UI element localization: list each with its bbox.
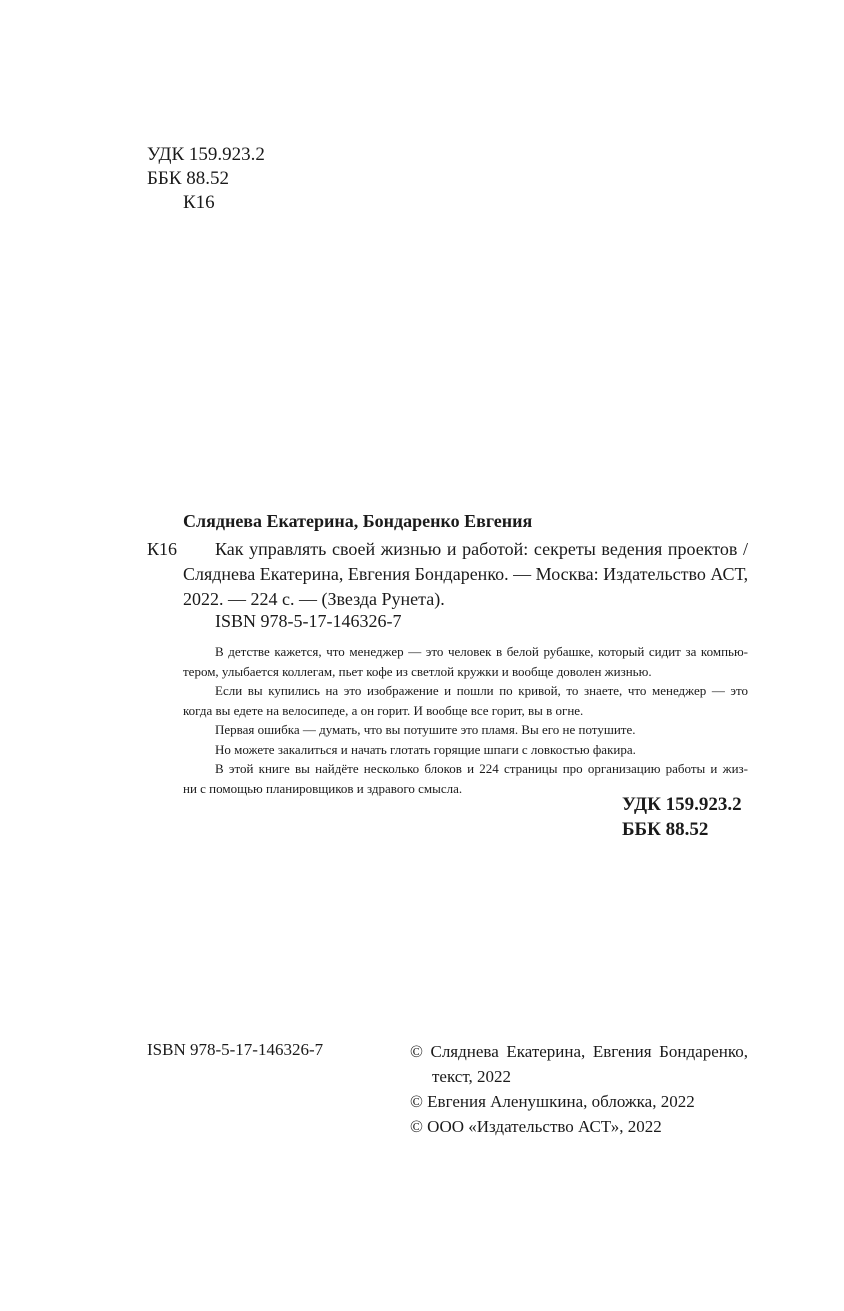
- footer-codes: [560, 792, 748, 842]
- annotation-line: В детстве кажется, что менеджер — это человек в белой рубашке, который сидит за компью-: [215, 644, 748, 659]
- annotation-line: ни с помощью планировщиков и здравого смысла.: [183, 780, 463, 796]
- copyright-line: текст, 2022: [432, 1067, 512, 1086]
- udk-code-footer: УДК 159.923.2: [622, 794, 742, 815]
- bibliographic-description: [183, 537, 748, 612]
- authors-heading: Сляднева Екатерина, Бондаренко Евгения: [183, 511, 533, 531]
- isbn-imprint: ISBN 978-5-17-146326-7: [147, 1040, 324, 1059]
- annotation-line: когда вы едете на велосипеде, а он горит. И вообще все горит, вы в огне.: [183, 702, 584, 718]
- description-line: Сляднева Екатерина, Евгения Бондаренко. — Москва: Издательство АСТ,: [183, 564, 749, 584]
- annotation-line: Но можете закалиться и начать глотать горящие шпаги с ловкостью факира.: [215, 741, 636, 757]
- copyright-line: © Сляднева Екатерина, Евгения Бондаренко,: [410, 1042, 748, 1061]
- isbn-record: ISBN 978-5-17-146326-7: [215, 611, 402, 631]
- annotation-line: тером, улыбается коллегам, пьет кофе из светлой кружки и вообще доволен жизнью.: [183, 663, 652, 679]
- description-line: Как управлять своей жизнью и работой: секреты ведения проектов /: [215, 539, 748, 559]
- description-line: 2022. — 224 с. — (Звезда Рунета).: [183, 589, 445, 609]
- author-mark-top: К16: [183, 192, 215, 213]
- author-mark: К16: [147, 539, 178, 559]
- copyright-line: © ООО «Издательство АСТ», 2022: [410, 1117, 662, 1136]
- annotation-line: В этой книге вы найдёте несколько блоков и 224 страницы про организацию работы и жиз-: [215, 761, 748, 776]
- annotation: [183, 642, 748, 798]
- udk-code-top: УДК 159.923.2: [147, 144, 265, 165]
- bbk-code-top: ББК 88.52: [147, 168, 229, 189]
- annotation-line: Первая ошибка — думать, что вы потушите это пламя. Вы его не потушите.: [215, 722, 636, 737]
- copyright-block: [410, 1039, 748, 1139]
- bbk-code-footer: ББК 88.52: [622, 819, 709, 840]
- annotation-line: Если вы купились на это изображение и пошли по кривой, то знаете, что менеджер — это: [215, 683, 748, 698]
- copyright-line: © Евгения Аленушкина, обложка, 2022: [410, 1092, 695, 1111]
